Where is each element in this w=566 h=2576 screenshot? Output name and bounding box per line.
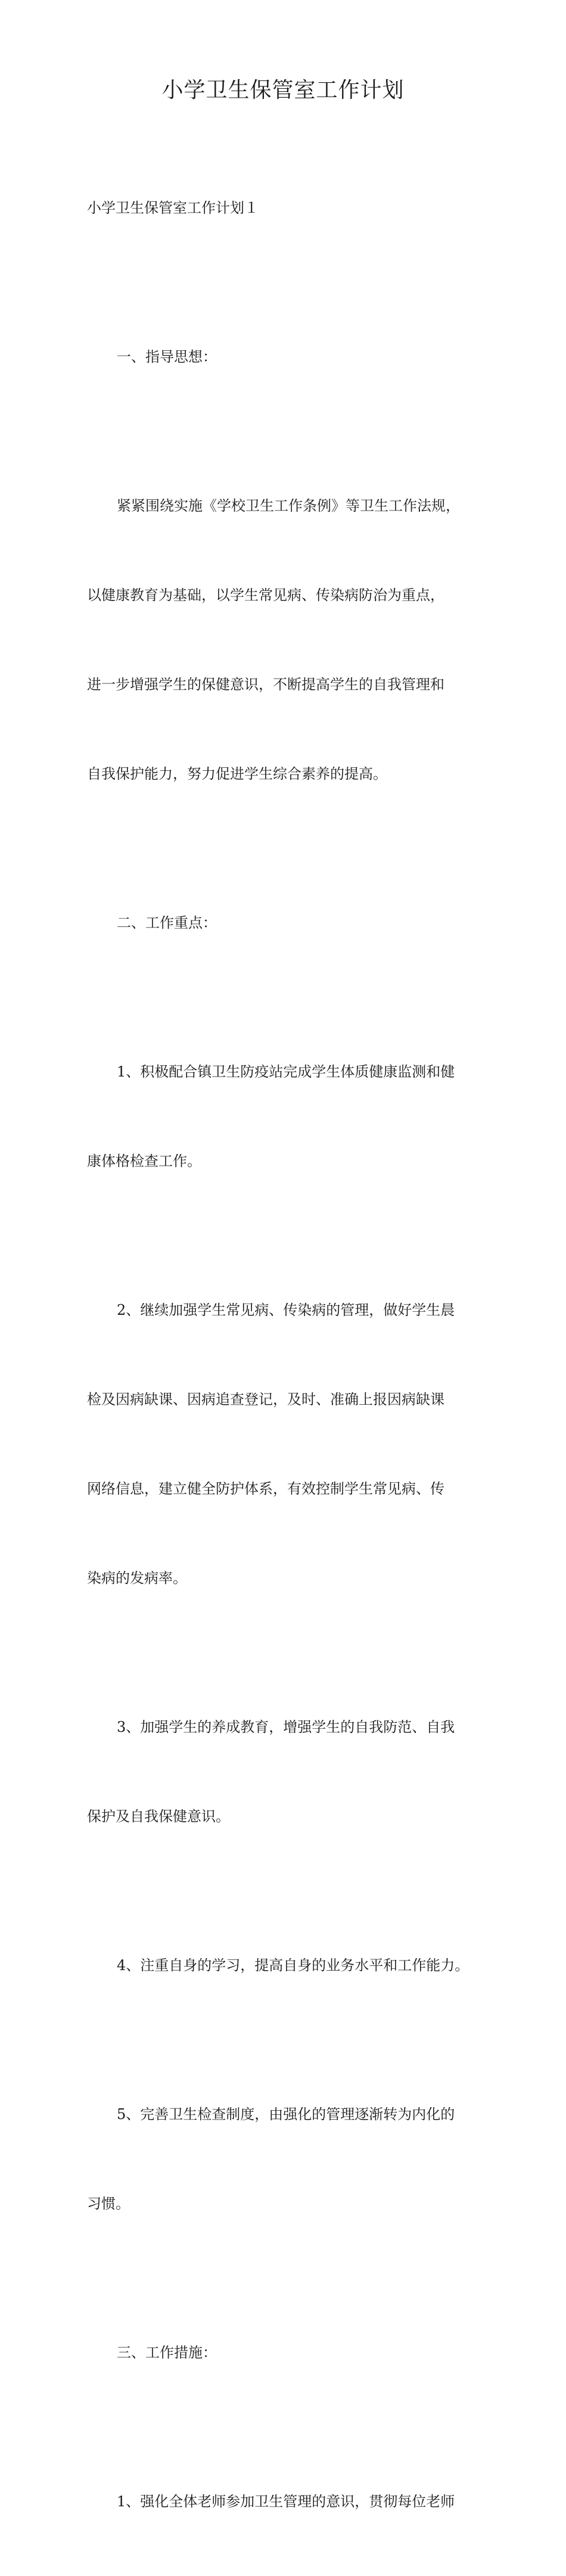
text-line: 2、继续加强学生常见病、传染病的管理，做好学生晨 xyxy=(117,1302,455,1318)
text-line: 保护及自我保健意识。 xyxy=(87,1808,230,1825)
document-title: 小学卫生保管室工作计划 xyxy=(161,78,405,102)
text-line: 康体格检查工作。 xyxy=(87,1153,201,1169)
list-item-key-work-3 xyxy=(87,1653,486,1891)
text-line: 检及因病缺课、因病追查登记，及时、准确上报因病缺课 xyxy=(87,1391,444,1408)
text-line: 网络信息，建立健全防护体系，有效控制学生常见病、传 xyxy=(87,1480,444,1497)
text-line: 紧紧围绕实施《学校卫生工作条例》等卫生工作法规， xyxy=(117,497,460,514)
paragraph-guiding-ideology xyxy=(87,431,486,848)
text-line: 自我保护能力，努力促进学生综合素养的提高。 xyxy=(87,766,387,782)
text-line: 二、工作重点： xyxy=(117,914,217,931)
list-item-key-work-5 xyxy=(87,2040,486,2278)
section-heading-work-measures xyxy=(87,2278,486,2427)
text-line: 小学卫生保管室工作计划１ xyxy=(87,200,259,216)
text-line: 3、加强学生的养成教育，增强学生的自我防范、自我 xyxy=(117,1719,455,1735)
text-line: 三、工作措施： xyxy=(117,2344,217,2361)
section-heading-guiding-ideology xyxy=(87,282,486,431)
text-line: 1、积极配合镇卫生防疫站完成学生体质健康监测和健 xyxy=(117,1063,455,1080)
text-line: 以健康教育为基础，以学生常见病、传染病防治为重点， xyxy=(87,587,444,603)
text-line: 进一步增强学生的保健意识，不断提高学生的自我管理和 xyxy=(87,676,444,693)
text-line: 一、指导思想： xyxy=(117,349,217,365)
list-item-key-work-4 xyxy=(87,1891,486,2040)
document-body xyxy=(87,133,486,2576)
list-item-key-work-2 xyxy=(87,1236,486,1653)
text-line: 染病的发病率。 xyxy=(87,1570,187,1586)
list-item-key-work-1 xyxy=(87,997,486,1236)
plan-subtitle xyxy=(87,133,486,282)
text-line: 习惯。 xyxy=(87,2195,130,2212)
section-heading-key-work xyxy=(87,848,486,997)
text-line: 1、强化全体老师参加卫生管理的意识，贯彻每位老师 xyxy=(117,2493,455,2510)
text-line: 5、完善卫生检查制度，由强化的管理逐渐转为内化的 xyxy=(117,2106,455,2123)
text-line: 4、注重自身的学习，提高自身的业务水平和工作能力。 xyxy=(117,1957,469,1974)
list-item-measures-1 xyxy=(87,2427,486,2576)
